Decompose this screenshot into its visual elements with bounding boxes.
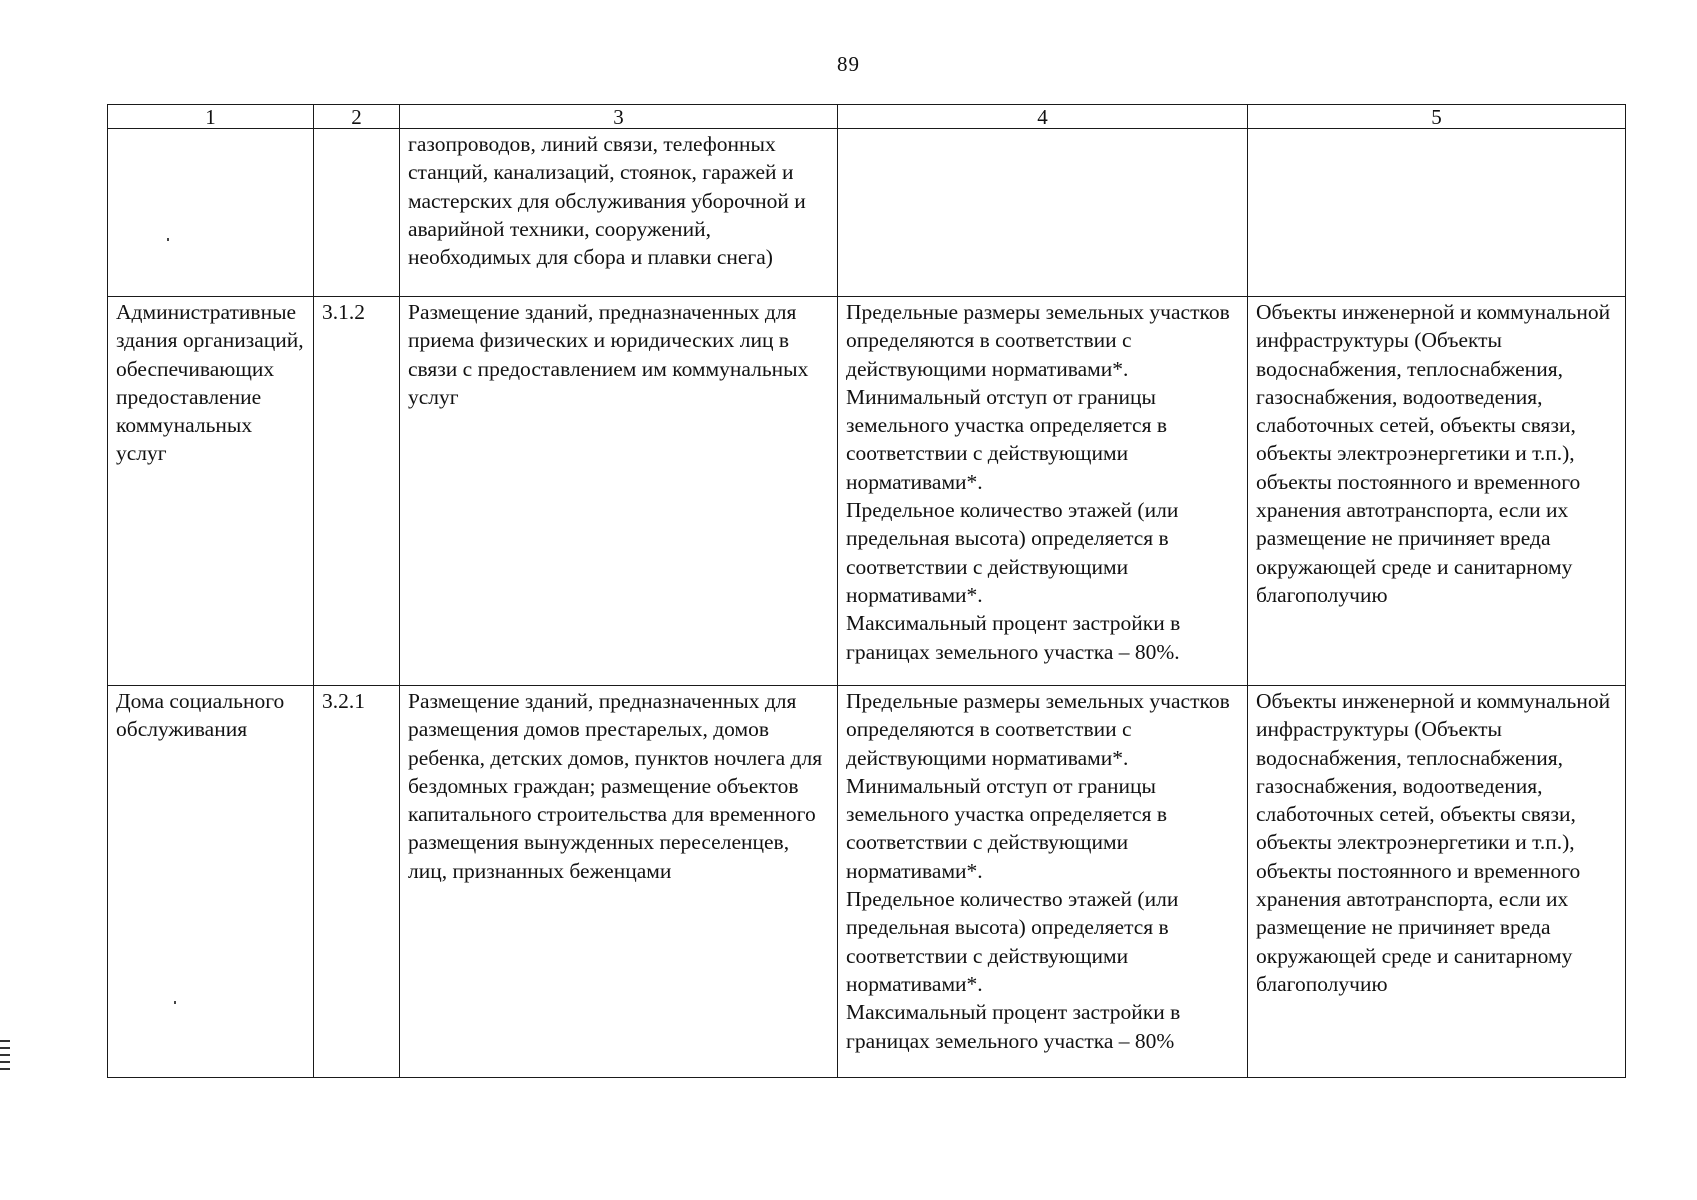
table-header bbox=[108, 105, 1626, 129]
column-header-1: 1 bbox=[108, 105, 314, 129]
table-body bbox=[108, 129, 1626, 1078]
continuation-cell-2 bbox=[314, 129, 400, 297]
use-type-code: 3.2.1 bbox=[314, 686, 400, 1078]
use-type-parameters bbox=[838, 297, 1248, 686]
parameter-plot-size: Предельные размеры земельных участков определяются в соответствии с действующими нормативами*. bbox=[846, 689, 1230, 770]
use-type-code: 3.1.2 bbox=[314, 297, 400, 686]
scan-speck bbox=[167, 238, 169, 241]
use-type-description: Размещение зданий, предназначенных для приема физических и юридических лиц в связи с предоставлением им коммунальных услуг bbox=[400, 297, 838, 686]
parameter-plot-size: Предельные размеры земельных участков определяются в соответствии с действующими нормативами*. bbox=[846, 300, 1230, 381]
table-row-3-2-1 bbox=[108, 686, 1626, 1078]
continuation-description: газопроводов, линий связи, телефонных станций, канализаций, стоянок, гаражей и мастерских для обслуживания уборочной и аварийной техники, сооружений, необходимых для сбора и плавки снега) bbox=[400, 129, 838, 297]
parameter-max-coverage: Максимальный процент застройки в границах земельного участка – 80% bbox=[846, 1000, 1181, 1053]
parameter-max-floors: Предельное количество этажей (или предельная высота) определяется в соответствии с действующими нормативами*. bbox=[846, 887, 1179, 996]
column-header-5: 5 bbox=[1248, 105, 1626, 129]
zoning-table bbox=[107, 104, 1626, 1078]
parameter-max-coverage: Максимальный процент застройки в границах земельного участка – 80%. bbox=[846, 611, 1181, 664]
column-header-2: 2 bbox=[314, 105, 400, 129]
parameter-max-floors: Предельное количество этажей (или предельная высота) определяется в соответствии с действующими нормативами*. bbox=[846, 498, 1179, 607]
parameter-min-setback: Минимальный отступ от границы земельного участка определяется в соответствии с действующими нормативами*. bbox=[846, 773, 1167, 883]
continuation-cell-4 bbox=[838, 129, 1248, 297]
table-row-3-1-2 bbox=[108, 297, 1626, 686]
column-header-3: 3 bbox=[400, 105, 838, 129]
use-type-name: Административные здания организаций, обеспечивающих предоставление коммунальных услуг bbox=[108, 297, 314, 686]
continuation-cell-5 bbox=[1248, 129, 1626, 297]
use-type-description: Размещение зданий, предназначенных для размещения домов престарелых, домов ребенка, детских домов, пунктов ночлега для бездомных граждан; размещение объектов капитального строительства для временного размещения вынужденных переселенцев, лиц, признанных беженцами bbox=[400, 686, 838, 1078]
page-number: 89 bbox=[837, 52, 860, 76]
use-type-auxiliary: Объекты инженерной и коммунальной инфраструктуры (Объекты водоснабжения, теплоснабжения, газоснабжения, водоотведения, слаботочных сетей, объекты связи, объекты электроэнергетики и т.п.), объекты постоянного и временного хранения автотранспорта, если их размещение не причиняет вреда окружающей среде и санитарному благополучию bbox=[1248, 686, 1626, 1078]
header-row bbox=[108, 105, 1626, 129]
table-row-continuation bbox=[108, 129, 1626, 297]
parameter-min-setback: Минимальный отступ от границы земельного участка определяется в соответствии с действующими нормативами*. bbox=[846, 384, 1167, 494]
use-type-auxiliary: Объекты инженерной и коммунальной инфраструктуры (Объекты водоснабжения, теплоснабжения, газоснабжения, водоотведения, слаботочных сетей, объекты связи, объекты электроэнергетики и т.п.), объекты постоянного и временного хранения автотранспорта, если их размещение не причиняет вреда окружающей среде и санитарному благополучию bbox=[1248, 297, 1626, 686]
use-type-name: Дома социального обслуживания bbox=[108, 686, 314, 1078]
scan-edge-marks bbox=[0, 1040, 14, 1075]
scan-speck bbox=[174, 1001, 176, 1004]
column-header-4: 4 bbox=[838, 105, 1248, 129]
continuation-cell-1 bbox=[108, 129, 314, 297]
use-type-parameters bbox=[838, 686, 1248, 1078]
